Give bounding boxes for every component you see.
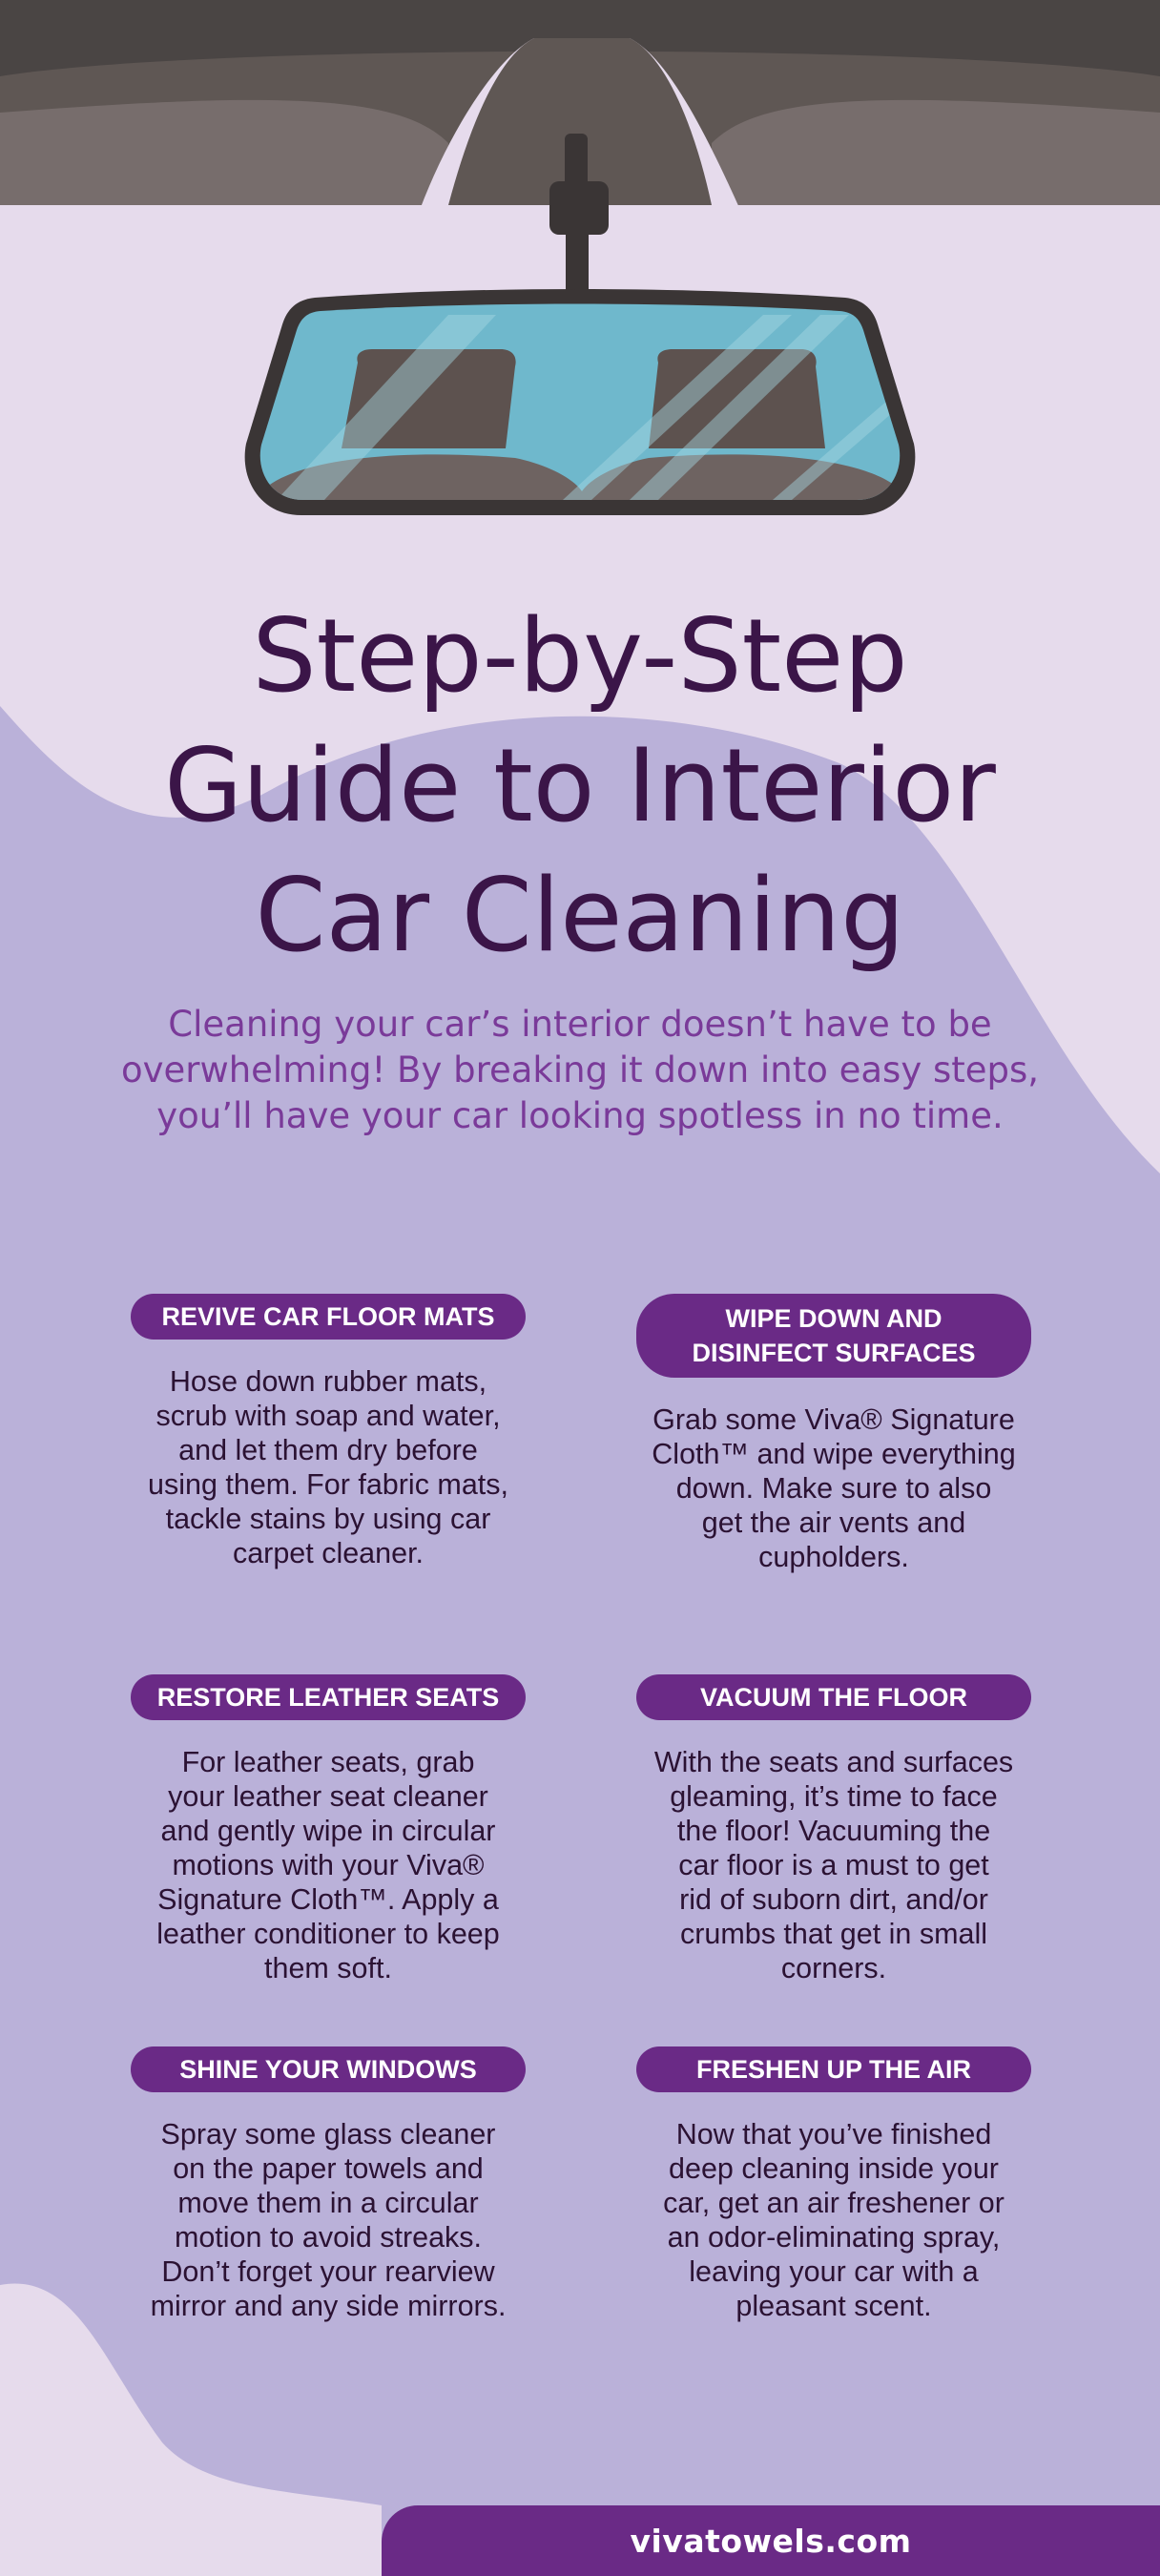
step-body-line: motion to avoid streaks. [174,2221,483,2254]
step-body [128,2117,528,2323]
step-body-line: and let them dry before [178,1434,478,1466]
step-heading-line: RESTORE LEATHER SEATS [156,1683,500,1712]
title-line: Car Cleaning [255,857,905,974]
step-heading-line: SHINE YOUR WINDOWS [179,2055,477,2084]
step-body-line: on the paper towels and [173,2152,484,2185]
step-body-line: mirror and any side mirrors. [150,2290,507,2322]
step-shine-windows [128,2046,528,2323]
step-heading [636,1294,1031,1378]
step-revive-floor-mats [128,1294,528,1570]
step-heading-line: DISINFECT SURFACES [692,1339,976,1367]
step-body-line: and gently wipe in circular [160,1815,496,1847]
intro-line: Cleaning your car’s interior doesn’t have to be [168,1004,992,1045]
step-body-line: crumbs that get in small [679,1918,988,1950]
step-wipe-down-surfaces [633,1294,1034,1574]
title-line: Guide to Interior [164,727,996,844]
step-body-line: Don’t forget your rearview [161,2255,495,2288]
step-body-line: gleaming, it’s time to face [670,1780,998,1813]
step-body [633,1402,1034,1574]
step-body-line: carpet cleaner. [232,1537,425,1569]
step-body-line: With the seats and surfaces [653,1746,1014,1778]
step-heading-line: VACUUM THE FLOOR [700,1683,967,1712]
step-body-line: rid of suborn dirt, and/or [679,1883,988,1916]
intro-line: you’ll have your car looking spotless in no time. [156,1095,1004,1136]
step-heading [131,1674,526,1720]
step-body-line: move them in a circular [177,2187,479,2219]
step-body-line: scrub with soap and water, [155,1400,501,1432]
step-body-line: leaving your car with a [689,2255,979,2288]
step-body-line: pleasant scent. [735,2290,932,2322]
step-heading [131,1294,526,1340]
step-body-line: car floor is a must to get [678,1849,989,1881]
rearview-mirror-icon [238,286,925,534]
step-heading [131,2046,526,2092]
step-body-line: the floor! Vacuuming the [676,1815,991,1847]
step-body-line: Cloth™ and wipe everything [652,1438,1016,1470]
step-heading [636,2046,1031,2092]
step-freshen-air [633,2046,1034,2323]
step-vacuum-floor [633,1674,1034,1985]
step-body-line: car, get an air freshener or [663,2187,1005,2219]
step-heading [636,1674,1031,1720]
step-body-line: Hose down rubber mats, [169,1365,487,1398]
step-body-line: Spray some glass cleaner [160,2118,496,2150]
step-body-line: an odor-eliminating spray, [667,2221,1001,2254]
step-body-line: Grab some Viva® Signature [652,1403,1015,1436]
footer-bar [382,2505,1160,2576]
title-line: Step-by-Step [252,597,908,715]
step-heading-line: REVIVE CAR FLOOR MATS [161,1302,495,1331]
step-body-line: deep cleaning inside your [669,2152,999,2185]
step-restore-leather-seats [128,1674,528,1985]
step-body-line: leather conditioner to keep [156,1918,500,1950]
step-body [128,1364,528,1570]
step-body-line: your leather seat cleaner [168,1780,488,1813]
page-title [0,592,1160,981]
step-body-line: get the air vents and [701,1506,966,1539]
step-body-line: tackle stains by using car [165,1503,491,1535]
step-body-line: down. Make sure to also [675,1472,992,1505]
step-body-line: For leather seats, grab [181,1746,475,1778]
step-body-line: using them. For fabric mats, [148,1468,508,1501]
step-body-line: Signature Cloth™. Apply a [157,1883,499,1916]
step-body [128,1745,528,1985]
step-body [633,2117,1034,2323]
step-body [633,1745,1034,1985]
step-body-line: corners. [780,1952,887,1984]
intro-text [57,1002,1103,1139]
footer-url-link[interactable]: vivatowels.com [630,2522,912,2560]
intro-line: overwhelming! By breaking it down into easy steps, [120,1049,1040,1091]
step-body-line: motions with your Viva® [172,1849,485,1881]
step-body-line: cupholders. [758,1541,909,1573]
step-heading-line: WIPE DOWN AND [725,1304,942,1333]
step-heading-line: FRESHEN UP THE AIR [695,2055,972,2084]
step-body-line: Now that you’ve finished [675,2118,992,2150]
step-body-line: them soft. [264,1952,392,1984]
